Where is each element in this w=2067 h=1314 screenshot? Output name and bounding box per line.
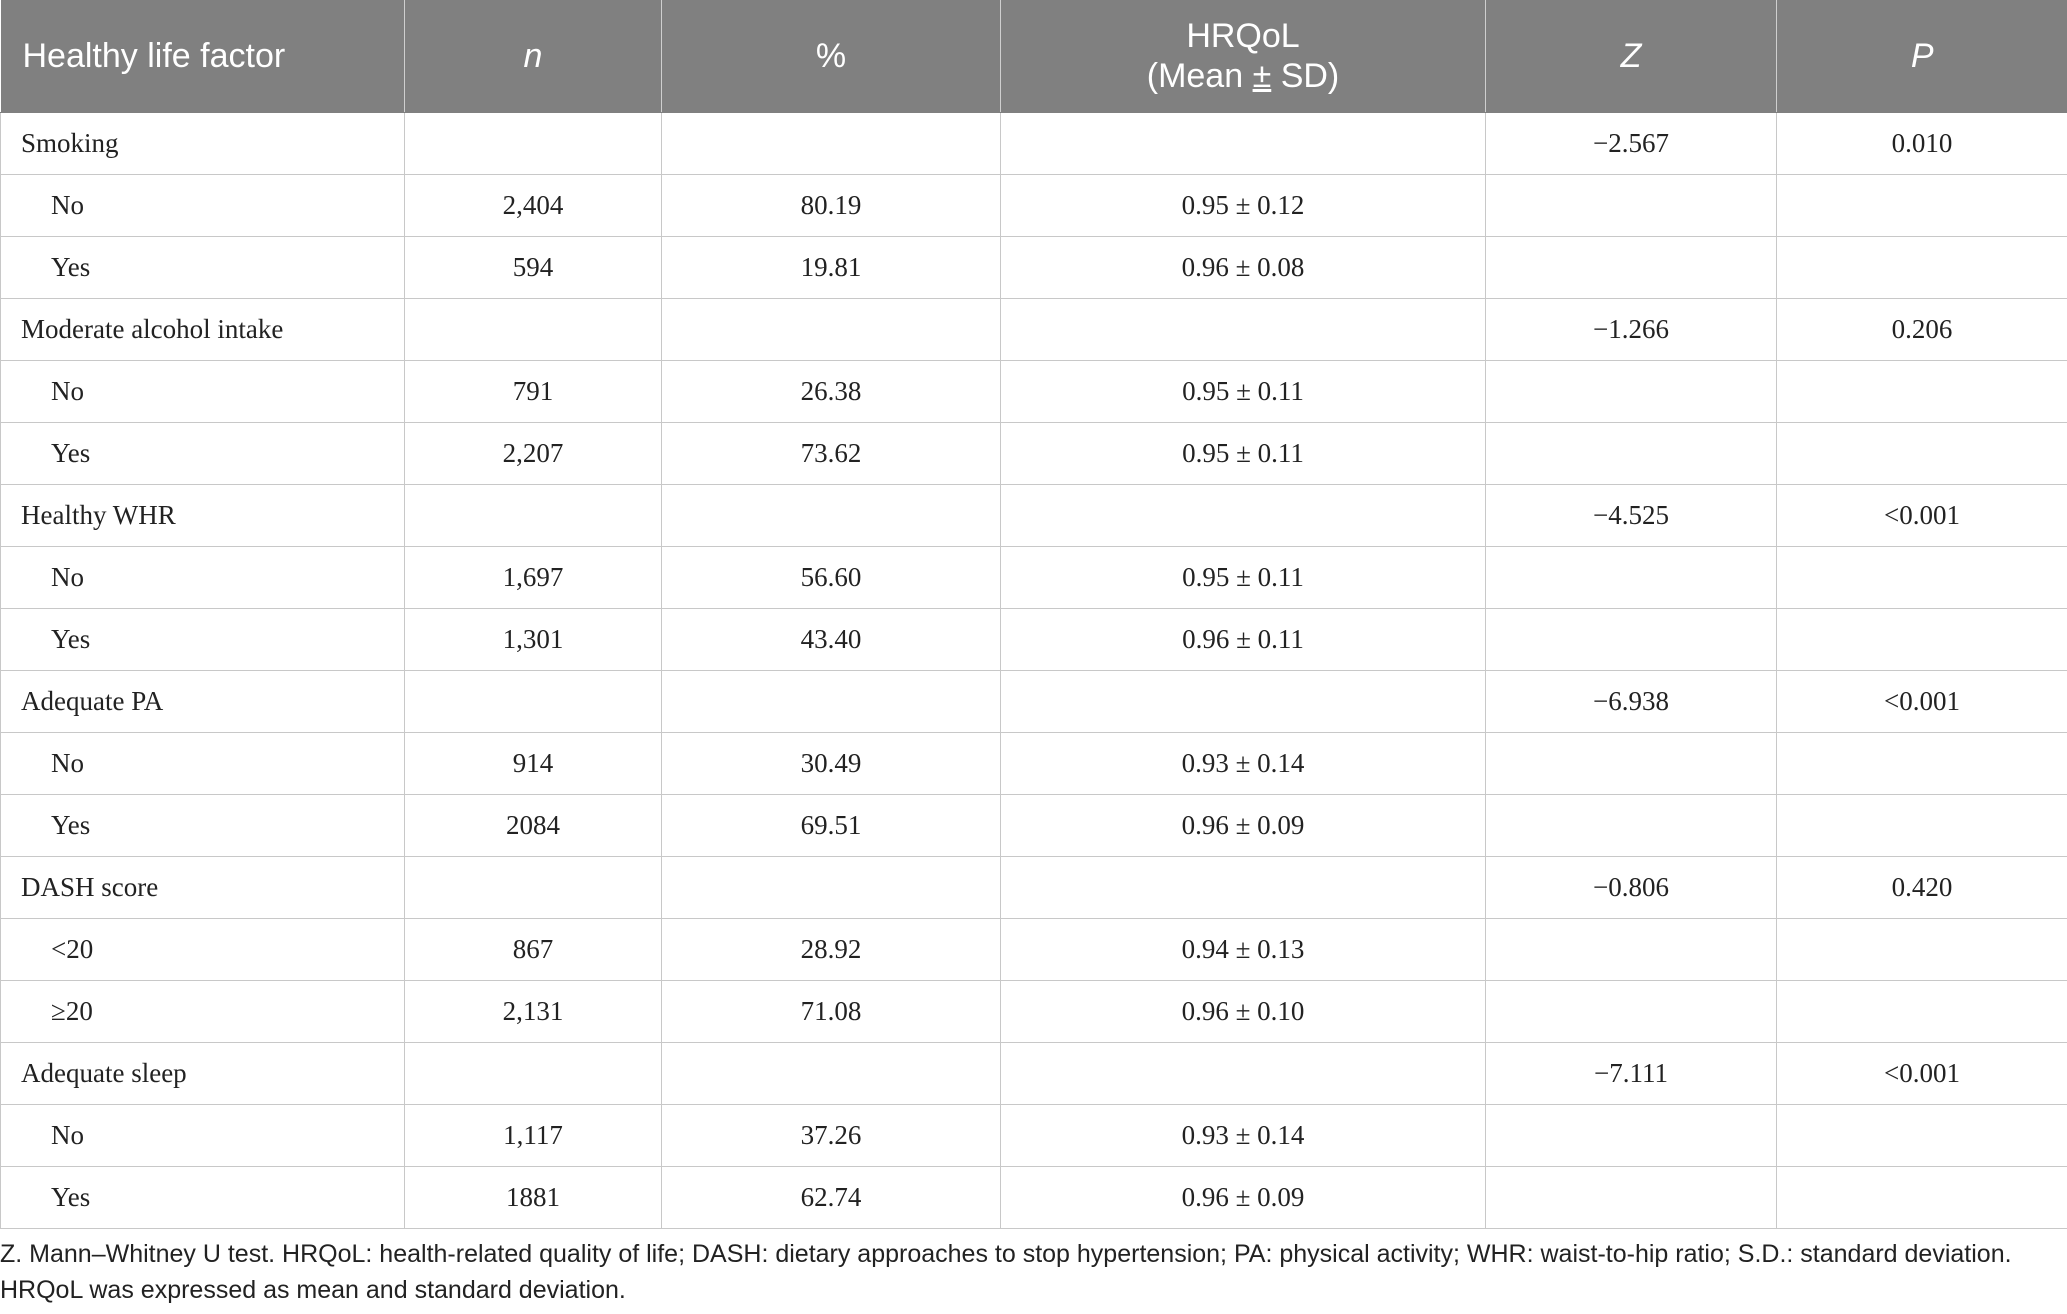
- header-healthy-life-factor: Healthy life factor: [1, 0, 405, 112]
- cell-n: [405, 670, 662, 732]
- cell-factor: Moderate alcohol intake: [1, 298, 405, 360]
- header-n-label: n: [523, 36, 543, 75]
- header-p-label: P: [1910, 36, 1934, 75]
- cell-n: 2084: [405, 794, 662, 856]
- table-row: [1, 670, 2067, 732]
- cell-hrqol: [1001, 1042, 1486, 1104]
- cell-factor: No: [1, 546, 405, 608]
- cell-p: 0.206: [1777, 298, 2067, 360]
- table-row: [1, 546, 2067, 608]
- cell-percent: [662, 484, 1001, 546]
- cell-percent: 56.60: [662, 546, 1001, 608]
- cell-n: 867: [405, 918, 662, 980]
- cell-hrqol: 0.96 ± 0.09: [1001, 1166, 1486, 1228]
- cell-z: −2.567: [1486, 112, 1777, 174]
- table-row: [1, 980, 2067, 1042]
- cell-n: 1,697: [405, 546, 662, 608]
- table-row: [1, 1042, 2067, 1104]
- table-row: [1, 732, 2067, 794]
- header-hrqol-open: (Mean: [1146, 56, 1253, 95]
- cell-z: −1.266: [1486, 298, 1777, 360]
- cell-percent: 69.51: [662, 794, 1001, 856]
- cell-hrqol: [1001, 856, 1486, 918]
- header-z: [1486, 0, 1777, 112]
- table-body: [1, 112, 2067, 1228]
- cell-percent: 37.26: [662, 1104, 1001, 1166]
- cell-hrqol: 0.95 ± 0.11: [1001, 360, 1486, 422]
- cell-hrqol: [1001, 670, 1486, 732]
- cell-n: 1,117: [405, 1104, 662, 1166]
- table-row: [1, 484, 2067, 546]
- cell-factor: Yes: [1, 608, 405, 670]
- cell-percent: 28.92: [662, 918, 1001, 980]
- cell-hrqol: 0.95 ± 0.12: [1001, 174, 1486, 236]
- cell-n: [405, 1042, 662, 1104]
- cell-z: [1486, 546, 1777, 608]
- cell-n: [405, 112, 662, 174]
- header-percent: %: [662, 0, 1001, 112]
- cell-n: 1,301: [405, 608, 662, 670]
- cell-factor: DASH score: [1, 856, 405, 918]
- cell-percent: [662, 112, 1001, 174]
- cell-n: 2,131: [405, 980, 662, 1042]
- cell-factor: ≥20: [1, 980, 405, 1042]
- header-hrqol: [1001, 0, 1486, 112]
- cell-z: −0.806: [1486, 856, 1777, 918]
- cell-p: [1777, 918, 2067, 980]
- table-row: [1, 174, 2067, 236]
- cell-p: [1777, 980, 2067, 1042]
- cell-hrqol: 0.93 ± 0.14: [1001, 732, 1486, 794]
- cell-p: [1777, 546, 2067, 608]
- cell-factor: Healthy WHR: [1, 484, 405, 546]
- cell-z: [1486, 236, 1777, 298]
- header-hrqol-title: HRQoL: [1186, 16, 1300, 55]
- cell-n: [405, 856, 662, 918]
- cell-factor: Yes: [1, 794, 405, 856]
- footnote-line-1: Z. Mann–Whitney U test. HRQoL: health-related quality of life; DASH: dietary approaches to stop hypertension; PA: physical activity; WHR: waist-to-hip ratio; S.D.: standard deviation.: [0, 1240, 2012, 1268]
- cell-n: 594: [405, 236, 662, 298]
- cell-percent: 30.49: [662, 732, 1001, 794]
- cell-z: −6.938: [1486, 670, 1777, 732]
- cell-p: [1777, 608, 2067, 670]
- cell-z: [1486, 732, 1777, 794]
- cell-hrqol: [1001, 112, 1486, 174]
- cell-factor: No: [1, 360, 405, 422]
- table-row: [1, 608, 2067, 670]
- table-row: [1, 360, 2067, 422]
- cell-p: [1777, 1166, 2067, 1228]
- cell-p: [1777, 732, 2067, 794]
- cell-z: [1486, 980, 1777, 1042]
- cell-p: [1777, 794, 2067, 856]
- table-row: [1, 1166, 2067, 1228]
- cell-p: 0.420: [1777, 856, 2067, 918]
- cell-factor: Yes: [1, 422, 405, 484]
- footnote-line-2: HRQoL was expressed as mean and standard deviation.: [0, 1276, 626, 1304]
- cell-hrqol: 0.95 ± 0.11: [1001, 546, 1486, 608]
- cell-p: [1777, 174, 2067, 236]
- cell-p: [1777, 1104, 2067, 1166]
- header-p: [1777, 0, 2067, 112]
- cell-factor: Adequate sleep: [1, 1042, 405, 1104]
- cell-z: [1486, 1166, 1777, 1228]
- header-hrqol-pm: ±: [1252, 56, 1272, 95]
- cell-hrqol: 0.94 ± 0.13: [1001, 918, 1486, 980]
- table-row: [1, 794, 2067, 856]
- cell-p: [1777, 236, 2067, 298]
- cell-percent: 71.08: [662, 980, 1001, 1042]
- cell-z: [1486, 608, 1777, 670]
- header-n: [405, 0, 662, 112]
- cell-p: <0.001: [1777, 484, 2067, 546]
- cell-p: [1777, 360, 2067, 422]
- cell-factor: Yes: [1, 236, 405, 298]
- cell-percent: [662, 670, 1001, 732]
- cell-percent: 62.74: [662, 1166, 1001, 1228]
- header-z-label: Z: [1620, 36, 1642, 75]
- cell-p: 0.010: [1777, 112, 2067, 174]
- table-row: [1, 422, 2067, 484]
- cell-factor: Smoking: [1, 112, 405, 174]
- table-row: [1, 112, 2067, 174]
- cell-hrqol: 0.96 ± 0.09: [1001, 794, 1486, 856]
- table-row: [1, 236, 2067, 298]
- table-row: [1, 1104, 2067, 1166]
- cell-percent: 73.62: [662, 422, 1001, 484]
- cell-factor: Adequate PA: [1, 670, 405, 732]
- cell-hrqol: [1001, 484, 1486, 546]
- cell-hrqol: 0.96 ± 0.10: [1001, 980, 1486, 1042]
- cell-n: 791: [405, 360, 662, 422]
- cell-z: [1486, 174, 1777, 236]
- cell-percent: 26.38: [662, 360, 1001, 422]
- cell-p: [1777, 422, 2067, 484]
- header-hrqol-close: SD): [1271, 56, 1340, 95]
- cell-percent: [662, 298, 1001, 360]
- table-header-row: [1, 0, 2067, 112]
- cell-percent: 19.81: [662, 236, 1001, 298]
- cell-z: [1486, 360, 1777, 422]
- cell-hrqol: 0.96 ± 0.11: [1001, 608, 1486, 670]
- cell-n: [405, 298, 662, 360]
- cell-factor: No: [1, 174, 405, 236]
- cell-hrqol: 0.95 ± 0.11: [1001, 422, 1486, 484]
- cell-hrqol: [1001, 298, 1486, 360]
- cell-n: 2,207: [405, 422, 662, 484]
- cell-n: 1881: [405, 1166, 662, 1228]
- cell-factor: No: [1, 1104, 405, 1166]
- cell-n: [405, 484, 662, 546]
- cell-p: <0.001: [1777, 1042, 2067, 1104]
- cell-z: [1486, 1104, 1777, 1166]
- table-row: [1, 918, 2067, 980]
- cell-factor: Yes: [1, 1166, 405, 1228]
- cell-z: [1486, 918, 1777, 980]
- cell-percent: 43.40: [662, 608, 1001, 670]
- cell-hrqol: 0.93 ± 0.14: [1001, 1104, 1486, 1166]
- table-row: [1, 298, 2067, 360]
- cell-n: 914: [405, 732, 662, 794]
- cell-z: −4.525: [1486, 484, 1777, 546]
- cell-percent: [662, 1042, 1001, 1104]
- cell-factor: No: [1, 732, 405, 794]
- cell-percent: 80.19: [662, 174, 1001, 236]
- cell-z: [1486, 422, 1777, 484]
- cell-z: [1486, 794, 1777, 856]
- cell-p: <0.001: [1777, 670, 2067, 732]
- cell-factor: <20: [1, 918, 405, 980]
- cell-percent: [662, 856, 1001, 918]
- cell-z: −7.111: [1486, 1042, 1777, 1104]
- cell-hrqol: 0.96 ± 0.08: [1001, 236, 1486, 298]
- cell-n: 2,404: [405, 174, 662, 236]
- table-footnote: [0, 1236, 2060, 1308]
- table-row: [1, 856, 2067, 918]
